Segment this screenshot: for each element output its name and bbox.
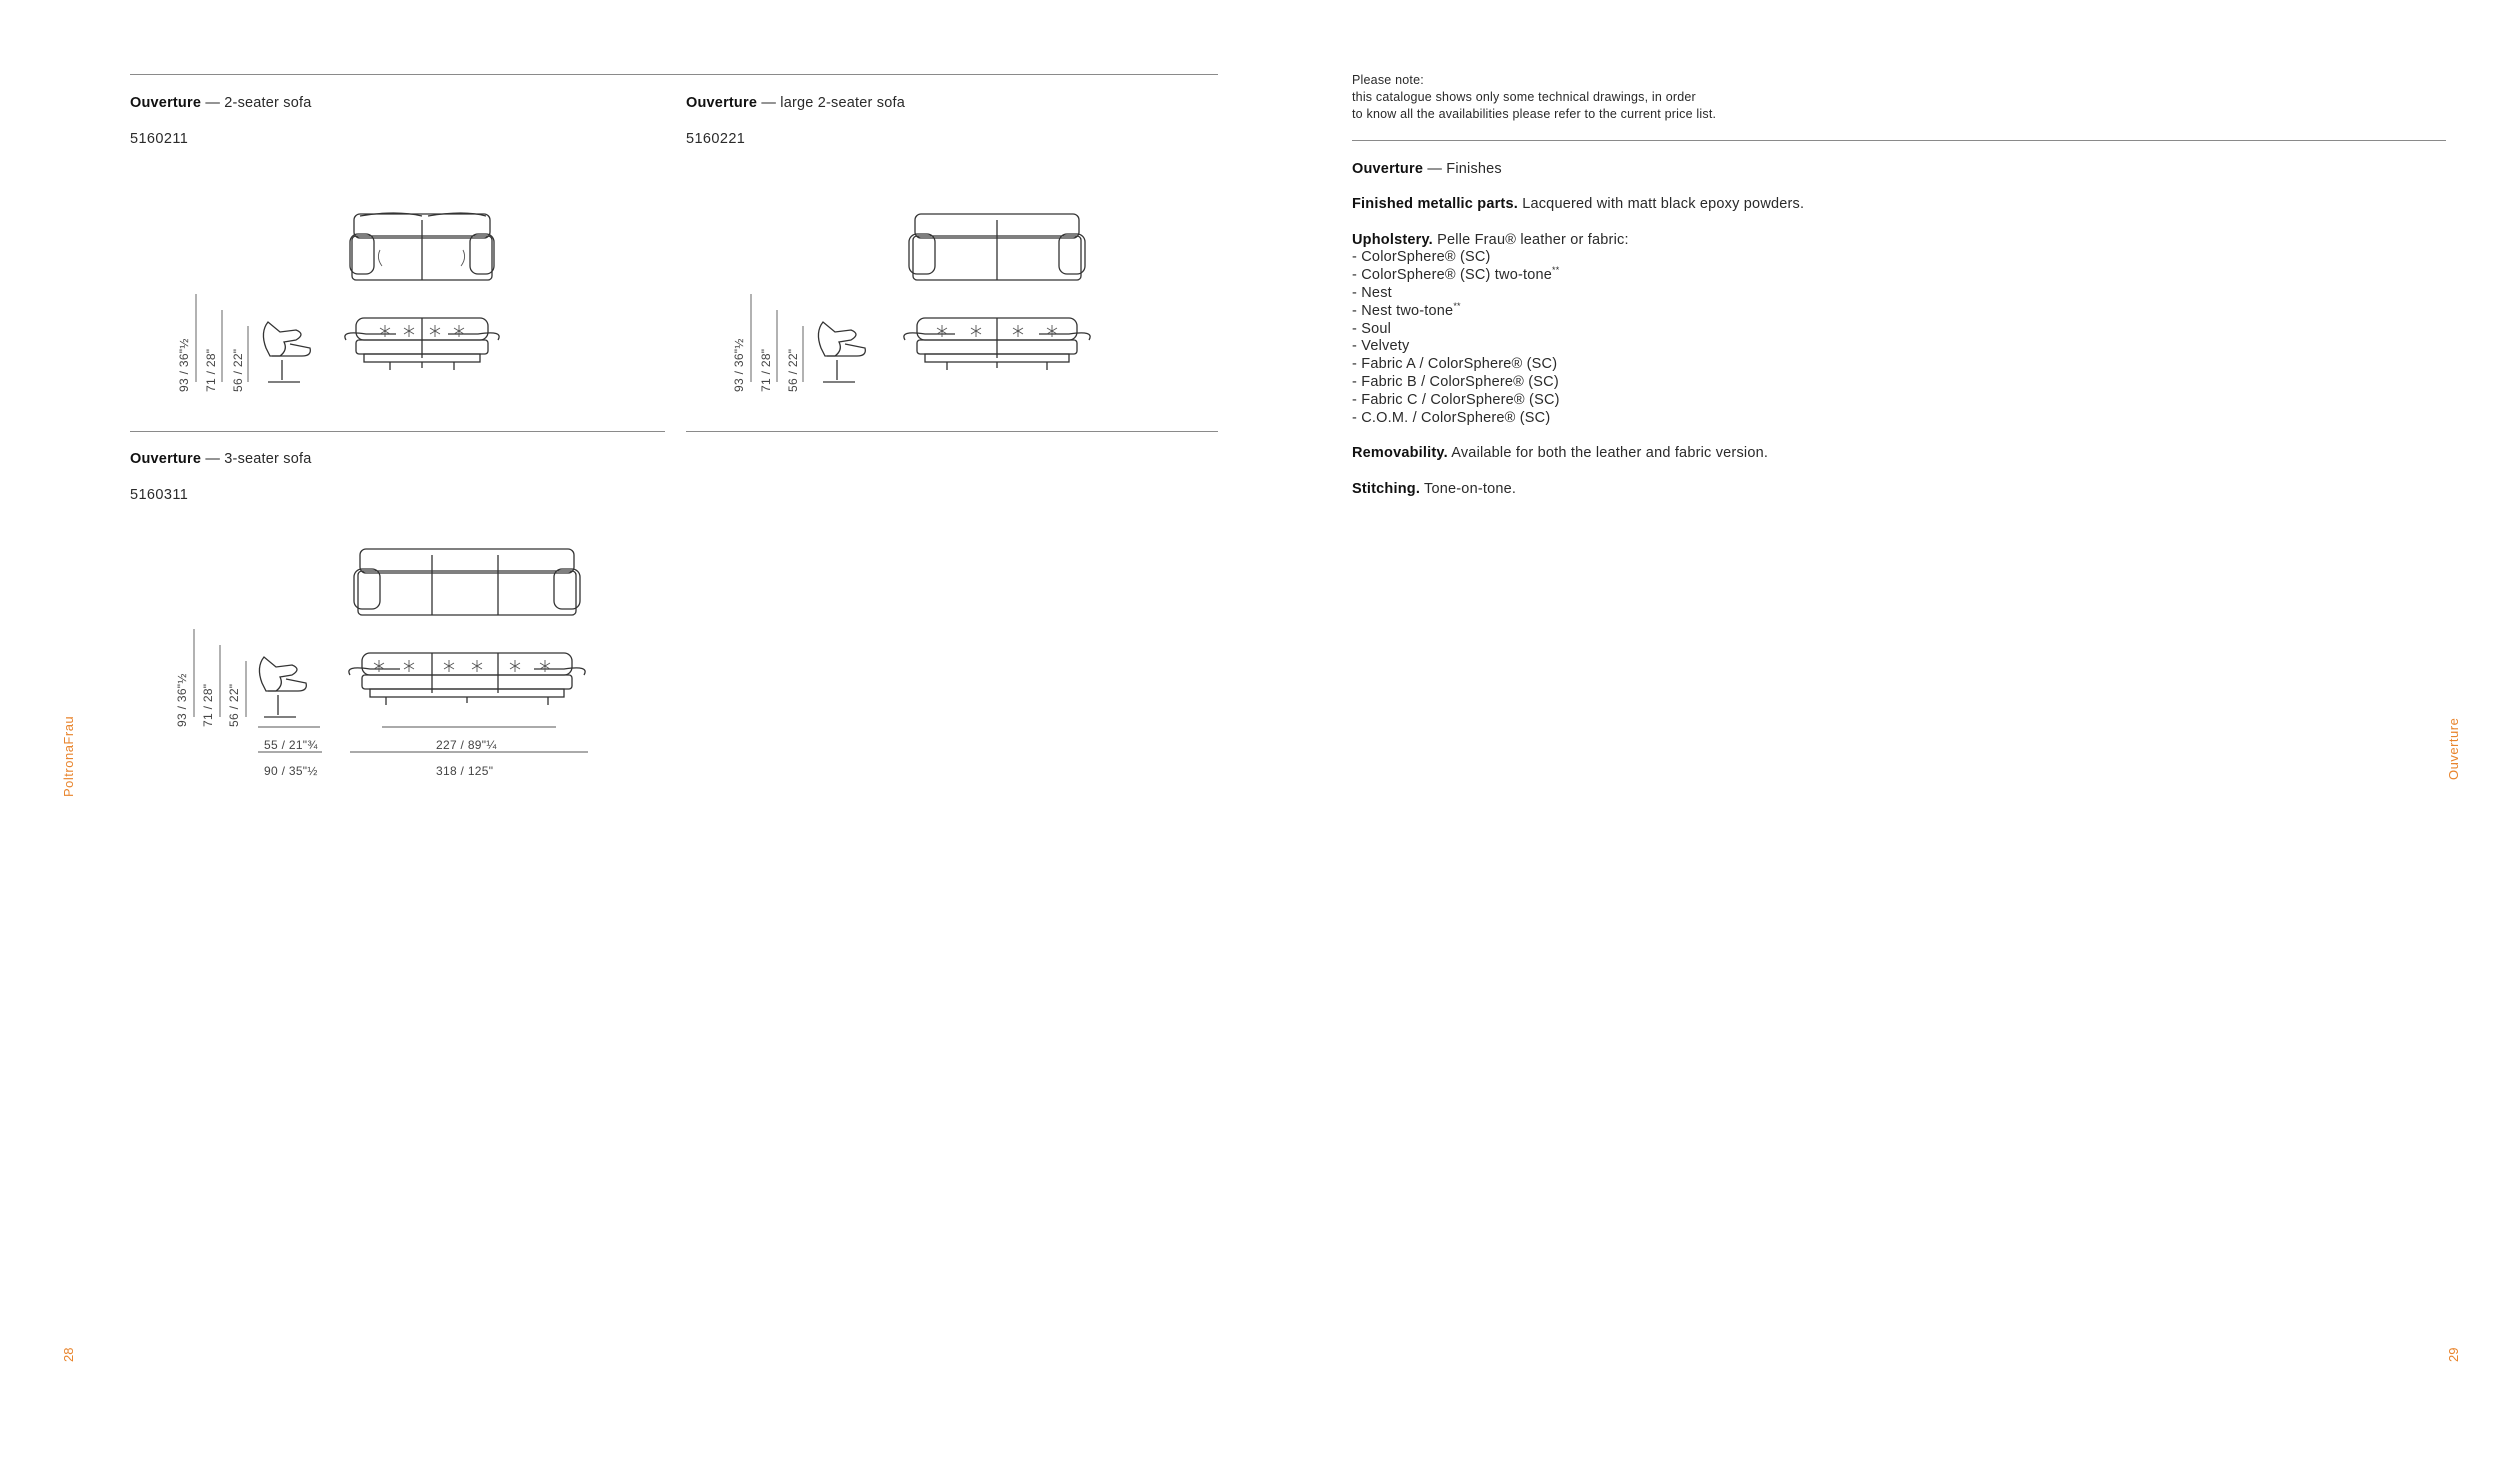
height-arm: 71 / 28" (201, 683, 215, 727)
height-seat: 56 / 22" (786, 348, 800, 392)
drawing-3seater (160, 545, 600, 775)
product-title-large-2seater: Ouverture — large 2-seater sofa (686, 95, 905, 111)
note: Please note: this catalogue shows only some technical drawings, in order to know all the availabilities please refer to the current price list. (1352, 73, 1717, 121)
list-item: - Soul (1352, 320, 1392, 337)
finishes-list (1352, 196, 1804, 499)
list-item: - Fabric C / ColorSphere® (SC) (1352, 391, 1560, 408)
product-code: 5160221 (686, 131, 746, 147)
top-rule-left (130, 74, 1218, 75)
finishes-title: Ouverture — Finishes (1352, 161, 1502, 177)
height-total: 93 / 36"½ (175, 673, 189, 727)
list-item: - Fabric A / ColorSphere® (SC) (1352, 356, 1558, 373)
mid-rule-left (130, 431, 665, 432)
height-seat: 56 / 22" (231, 348, 245, 392)
list-item: - Velvety (1352, 338, 1410, 355)
top-rule-right (1352, 140, 2446, 141)
product-code: 5160311 (130, 487, 189, 503)
dim-depth-seat: 55 / 21"¾ (264, 738, 318, 752)
removability: Removability. Available for both the leather and fabric version. (1352, 445, 1769, 462)
page-number-left: 28 (61, 1347, 76, 1362)
page-number-right: 29 (2446, 1347, 2461, 1362)
product-code: 5160211 (130, 131, 189, 147)
list-item: - ColorSphere® (SC) two-tone** (1352, 265, 1560, 284)
height-total: 93 / 36"½ (177, 338, 191, 392)
dim-width-total: 318 / 125" (436, 764, 494, 778)
list-item: - Nest (1352, 284, 1392, 301)
list-item: - ColorSphere® (SC) (1352, 249, 1491, 266)
product-desc: 2-seater sofa (224, 95, 312, 111)
product-name: Ouverture (130, 95, 202, 111)
stitching: Stitching. Tone-on-tone. (1352, 480, 1517, 497)
product-title-3seater: Ouverture — 3-seater sofa (130, 451, 312, 467)
list-item: - C.O.M. / ColorSphere® (SC) (1352, 409, 1551, 426)
section-label: Ouverture (2446, 717, 2461, 780)
product-name: Ouverture (686, 95, 758, 111)
product-desc: 3-seater sofa (224, 451, 312, 467)
dim-depth-total: 90 / 35"½ (264, 764, 318, 778)
product-name: Ouverture (130, 451, 202, 467)
mid-rule-right (686, 431, 1218, 432)
height-arm: 71 / 28" (759, 348, 773, 392)
height-total: 93 / 36"½ (732, 338, 746, 392)
brand-label: PoltronaFrau (61, 715, 76, 797)
product-title-2seater: Ouverture — 2-seater sofa (130, 95, 312, 111)
list-item: - Fabric B / ColorSphere® (SC) (1352, 373, 1559, 390)
list-item: - Nest two-tone** (1352, 300, 1461, 319)
height-arm: 71 / 28" (204, 348, 218, 392)
upholstery: Upholstery. Pelle Frau® leather or fabric: (1352, 231, 1629, 248)
dim-width-seat: 227 / 89"¼ (436, 738, 497, 752)
product-desc: large 2-seater sofa (780, 95, 905, 111)
height-seat: 56 / 22" (227, 683, 241, 727)
metal-finish: Finished metallic parts. Lacquered with matt black epoxy powders. (1352, 196, 1805, 212)
